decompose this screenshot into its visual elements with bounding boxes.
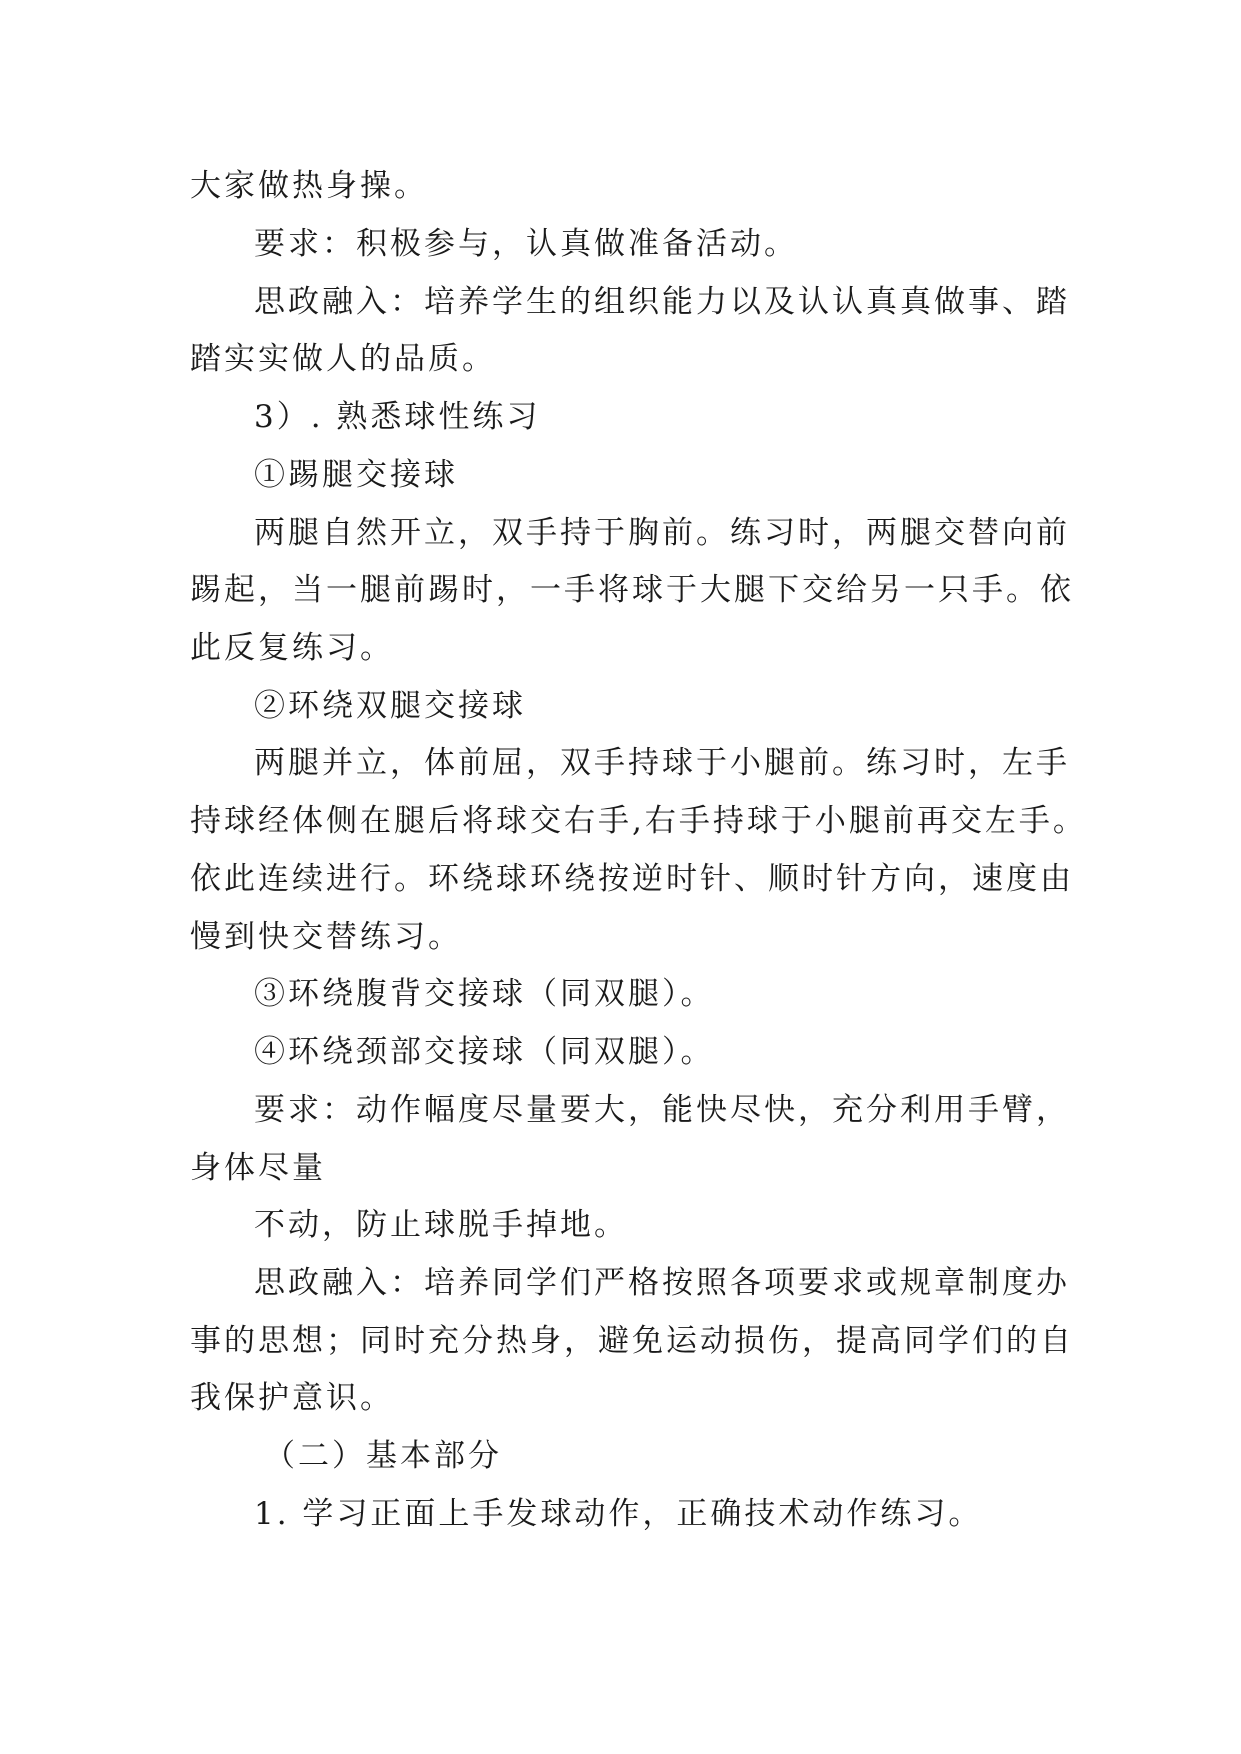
paragraph-line: 不动，防止球脱手掉地。: [254, 1207, 628, 1243]
section-heading: 1. 学习正面上手发球动作，正确技术动作练习。: [254, 1496, 983, 1532]
paragraph-line: 踏实实做人的品质。: [190, 341, 496, 377]
section-heading: 3）. 熟悉球性练习: [254, 399, 541, 435]
requirement-line: 要求：积极参与，认真做准备活动。: [254, 226, 798, 262]
paragraph-line: 身体尽量: [190, 1150, 326, 1186]
section-heading: （二）基本部分: [264, 1438, 502, 1474]
paragraph-line: 事的思想；同时充分热身，避免运动损伤，提高同学们的自: [190, 1323, 1074, 1359]
ideology-line: 思政融入：培养学生的组织能力以及认认真真做事、踏: [254, 284, 1070, 320]
ideology-line: 思政融入：培养同学们严格按照各项要求或规章制度办: [254, 1265, 1070, 1301]
paragraph-line: 两腿自然开立，双手持于胸前。练习时，两腿交替向前: [254, 515, 1070, 551]
paragraph-line: 两腿并立，体前屈，双手持球于小腿前。练习时，左手: [254, 745, 1070, 781]
paragraph-line: 依此连续进行。环绕球环绕按逆时针、顺时针方向，速度由: [190, 861, 1074, 897]
paragraph-line: 我保护意识。: [190, 1380, 394, 1416]
paragraph-line: 此反复练习。: [190, 630, 394, 666]
exercise-title: ①踢腿交接球: [254, 457, 458, 493]
paragraph-line: 慢到快交替练习。: [190, 919, 462, 955]
exercise-title: ③环绕腹背交接球（同双腿）。: [254, 976, 715, 1012]
paragraph-line: 大家做热身操。: [190, 168, 428, 204]
requirement-line: 要求：动作幅度尽量要大，能快尽快，充分利用手臂，: [254, 1092, 1070, 1128]
exercise-title: ④环绕颈部交接球（同双腿）。: [254, 1034, 715, 1070]
paragraph-line: 踢起，当一腿前踢时，一手将球于大腿下交给另一只手。依: [190, 572, 1074, 608]
exercise-title: ②环绕双腿交接球: [254, 688, 526, 724]
paragraph-line: 持球经体侧在腿后将球交右手,右手持球于小腿前再交左手。: [190, 803, 1087, 839]
